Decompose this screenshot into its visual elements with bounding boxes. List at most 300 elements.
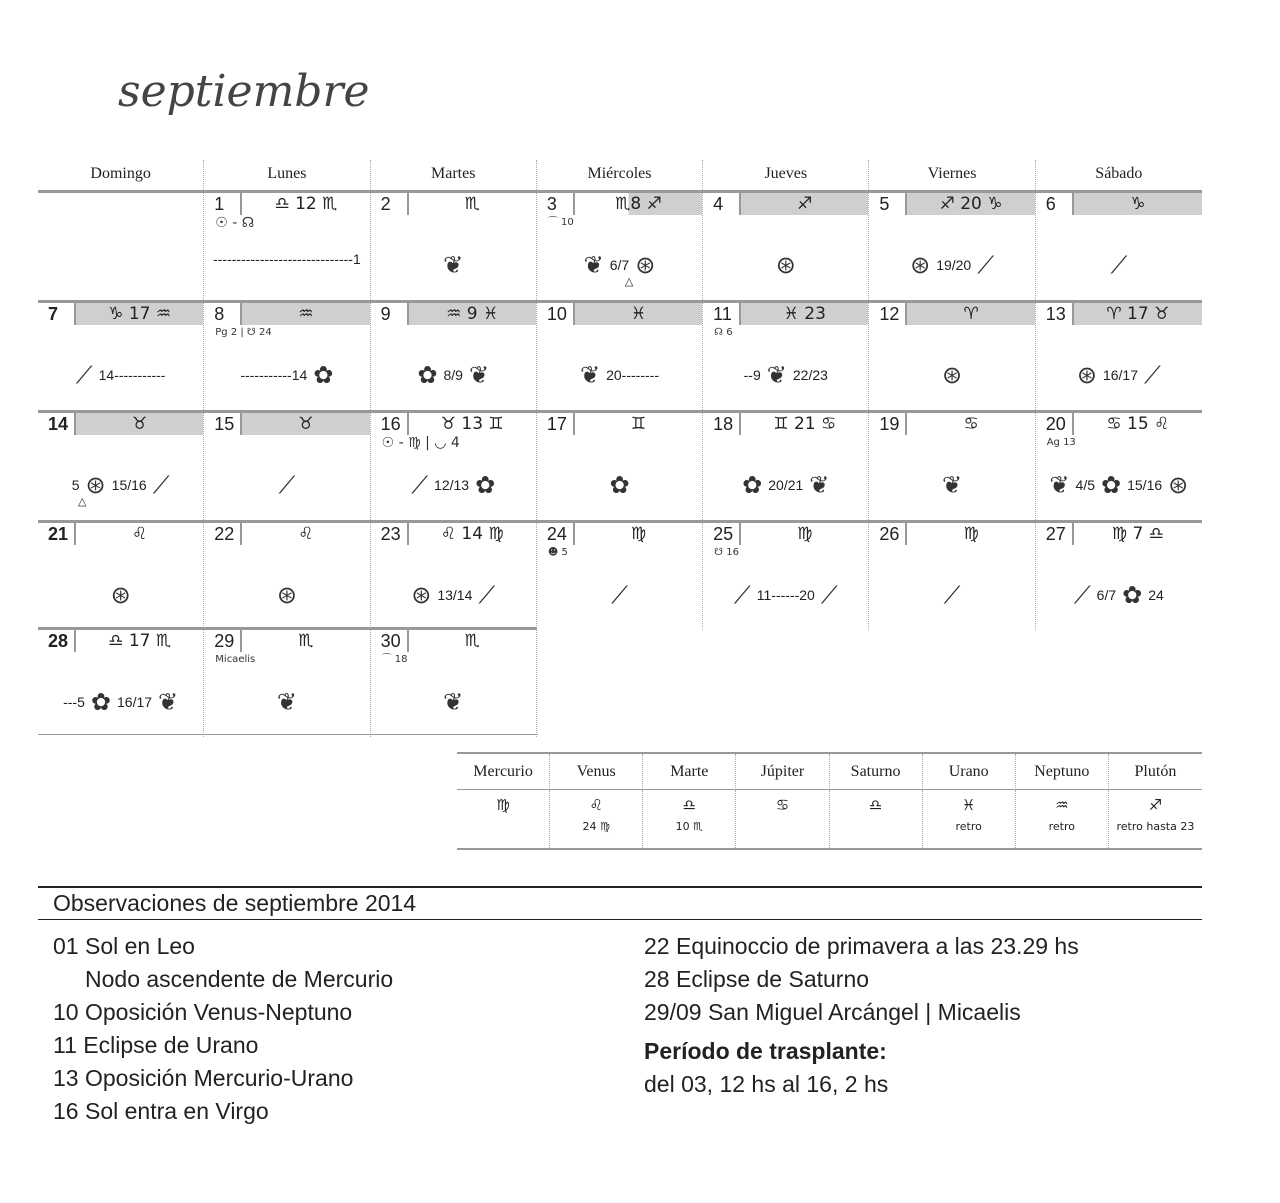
flower-icon: ✿ [90,688,111,716]
moon-zodiac-sign: ♎ 12 ♏ [274,194,338,214]
planet-sign [830,790,923,848]
planting-indicators [204,471,369,499]
indicator-text: 15/16 [111,477,147,493]
moon-zodiac-sign: ♏ [464,194,480,214]
moon-zodiac-sign: ♈ 17 ♉ [1074,303,1202,325]
root-icon: ⟋ [152,471,170,499]
day-header [204,630,369,652]
root-icon: ⟋ [1144,361,1161,389]
observation-item: Nodo ascendente de Mercurio [85,966,394,992]
planting-indicators [1036,581,1202,609]
moon-zodiac-sign: ♍ [630,524,647,544]
day-cell [869,413,1035,520]
day-note [38,652,203,668]
day-number: 26 [869,523,907,545]
planting-indicators [38,471,203,499]
moon-zodiac-sign: ♉ 13 ♊ [440,414,504,434]
fruit-icon: ⊛ [942,361,963,389]
day-number: 6 [1036,193,1074,215]
indicator-text: 4/5 [1075,477,1095,493]
root-icon: ⟋ [943,581,961,609]
planet-sign [550,790,643,848]
planet-zodiac: ♒ [1055,796,1069,814]
observation-item: 13 Oposición Mercurio-Urano [53,1065,354,1091]
day-header [204,523,369,545]
day-number: 21 [38,523,76,545]
day-note [38,325,203,341]
flower-icon: ✿ [313,361,334,389]
leaf-icon: ❦ [583,251,604,279]
planet-zodiac: ♓ [961,796,976,814]
planet-sign [736,790,829,848]
planting-indicators [38,688,203,716]
weekday-monday: Lunes [204,160,370,190]
day-cell [38,627,204,737]
fruit-icon: ⊛ [85,471,106,499]
day-header [703,303,868,325]
indicator-text: 11------20 [756,587,815,603]
observation-item: 11 Eclipse de Urano [53,1032,259,1058]
day-cell [38,523,204,630]
day-note [204,435,369,451]
day-cell [1036,193,1202,300]
day-cell [703,413,869,520]
moon-zodiac-sign: ♏ [298,631,314,651]
day-note: ☻ 5 [547,547,568,558]
fruit-icon: ⊛ [411,581,432,609]
day-number: 5 [869,193,907,215]
indicator-text: 20/21 [768,477,804,493]
root-icon: ⟋ [1073,581,1091,609]
weekday-wednesday: Miércoles [537,160,703,190]
indicator-text: --9 [743,367,761,383]
day-number: 15 [204,413,242,435]
fruit-icon: ⊛ [635,251,656,279]
moon-zodiac-sign: ♏8 ♐ [575,193,702,215]
planting-indicators [371,251,536,279]
day-note [371,545,536,561]
planting-indicators [1036,251,1202,279]
planting-indicators [204,361,369,389]
day-note [869,545,1034,561]
day-note: Ag 13 [1046,437,1076,448]
moon-zodiac-sign: ♈ [907,303,1034,325]
planting-indicators [1036,471,1202,499]
day-cell [371,523,537,630]
day-number: 3 [537,193,575,215]
planting-indicators [537,471,702,499]
planet-name: Marte [643,754,736,790]
day-header [537,193,702,215]
day-number: 19 [869,413,907,435]
day-cell [38,303,204,410]
planting-indicators [371,361,536,389]
day-header [204,413,369,435]
day-note: ☉ - ☊ [215,215,255,231]
observation-item: 16 Sol entra en Virgo [53,1098,269,1124]
empty-cell [537,630,703,737]
day-cell [371,193,537,300]
root-icon: ⟋ [820,581,838,609]
indicator-text: ------------------------------1 [213,251,361,267]
day-note [869,215,1034,231]
weekday-header [38,160,1202,190]
flower-icon: ✿ [742,471,763,499]
moon-zodiac-sign: ♏ [464,631,480,651]
planting-indicators [371,471,536,499]
observation-item: 01 Sol en Leo [53,933,195,959]
day-header [703,193,868,215]
fruit-icon: ⊛ [110,581,131,609]
moon-zodiac-sign: ♍ [963,524,979,544]
planet-change: 24 ♍ [582,820,610,833]
day-number: 30 [371,630,409,652]
day-note: ☊ 6 [714,327,733,338]
root-icon: ⟋ [75,361,93,389]
root-icon: ⟋ [1110,251,1128,279]
day-number: 16 [371,413,409,435]
planet-sign [643,790,736,848]
planet-zodiac: ♌ [589,796,603,814]
day-note [38,545,203,561]
day-number: 12 [869,303,907,325]
planet-sign [457,790,550,848]
planting-indicators [204,251,369,267]
calendar-week [38,190,1202,300]
day-note: Micaelis [215,654,256,665]
day-header [371,303,536,325]
day-header [703,413,868,435]
day-cell [703,193,869,300]
planting-indicators [537,361,702,389]
day-cell [703,523,869,630]
indicator-text: 5 [71,477,80,493]
planting-indicators [703,361,868,389]
indicator-text: 12/13 [434,477,470,493]
moon-zodiac-sign: ♑ 17 ♒ [76,303,203,325]
day-cell [204,627,370,737]
triangle-icon: △ [624,276,634,288]
day-header [204,303,369,325]
root-icon: ⟋ [611,581,628,609]
planet-zodiac: ♎ [868,796,883,814]
flower-icon: ✿ [1101,471,1122,499]
day-header [869,303,1034,325]
planting-indicators [869,361,1034,389]
planting-indicators [204,581,369,609]
day-header [371,413,536,435]
planet-change: 10 ♏ [675,820,703,833]
day-number: 13 [1036,303,1074,325]
day-header [204,193,369,215]
day-note [371,325,536,341]
planting-indicators [1036,361,1202,389]
day-number: 25 [703,523,741,545]
indicator-text: 22/23 [792,367,828,383]
day-cell [869,303,1035,410]
day-note: ☉ - ♍ | ◡ 4 [381,435,460,451]
planet-zodiac: ♐ [1148,796,1163,814]
planting-indicators [703,471,868,499]
day-number: 28 [38,630,76,652]
indicator-text: 20-------- [606,367,659,383]
day-note [1036,325,1202,341]
day-cell [38,413,204,520]
day-note [1036,545,1202,561]
root-icon: ⟋ [478,581,496,609]
moon-zodiac-sign: ♐ [741,193,868,215]
day-cell [204,303,370,410]
day-number: 29 [204,630,242,652]
planting-indicators [703,581,868,609]
divider [38,734,538,735]
day-note [1036,215,1202,231]
fruit-icon: ⊛ [276,581,297,609]
day-cell [204,523,370,630]
planet-change: retro [1048,820,1075,833]
planet-name: Plutón [1109,754,1202,790]
day-note [869,435,1034,451]
day-cell [1036,413,1202,520]
day-number: 18 [703,413,741,435]
day-header [371,630,536,652]
planting-indicators [371,581,536,609]
indicator-text: 6/7 [609,257,630,273]
moon-zodiac-sign: ♋ 15 ♌ [1106,414,1170,434]
moon-zodiac-sign: ♒ [242,303,369,325]
day-cell [371,627,537,737]
planet-zodiac: ♎ [682,796,697,814]
leaf-icon: ❦ [468,361,490,389]
weekday-friday: Viernes [869,160,1035,190]
day-cell [204,413,370,520]
leaf-icon: ❦ [942,471,963,499]
day-cell [371,413,537,520]
day-number: 17 [537,413,575,435]
day-note [38,435,203,451]
day-number: 9 [371,303,409,325]
planet-name: Venus [550,754,643,790]
planting-indicators [38,581,203,609]
day-number: 27 [1036,523,1074,545]
moon-zodiac-sign: ♉ [242,413,369,435]
weekday-saturday: Sábado [1095,165,1143,182]
empty-cell [703,630,869,737]
moon-zodiac-sign: ♑ [1074,193,1202,215]
weekday-tuesday: Martes [371,160,537,190]
calendar-week [38,300,1202,410]
indicator-text: 19/20 [936,257,972,273]
planting-indicators [38,361,203,389]
day-header [869,523,1034,545]
day-cell [537,523,703,630]
observations-title: Observaciones de septiembre 2014 [38,886,1202,920]
day-cell [869,523,1035,630]
leaf-icon: ❦ [443,688,464,716]
day-number: 8 [204,303,242,325]
day-number: 20 [1036,413,1074,435]
leaf-icon: ❦ [766,361,787,389]
indicator-text: ---5 [63,694,85,710]
day-header [1036,193,1202,215]
day-number: 7 [38,303,76,325]
planet-sign [923,790,1016,848]
indicator-text: -----------14 [240,367,308,383]
day-cell [869,193,1035,300]
day-header [38,413,203,435]
empty-cell [38,193,204,300]
day-note [703,215,868,231]
observation-item: 22 Equinoccio de primavera a las 23.29 hs [644,933,1079,959]
weekday-thursday: Jueves [703,160,869,190]
planet-zodiac: ♍ [496,796,510,814]
planet-name: Júpiter [736,754,829,790]
fruit-icon: ⊛ [1076,361,1097,389]
day-header [1036,413,1202,435]
empty-cell [1036,630,1202,737]
transplant-title: Período de trasplante: [644,1038,887,1064]
day-number: 1 [204,193,242,215]
day-header [537,413,702,435]
calendar-grid [38,160,1202,737]
calendar-week [38,630,1202,737]
day-number: 2 [371,193,409,215]
transplant-period: del 03, 12 hs al 16, 2 hs [644,1071,889,1097]
day-note [869,325,1034,341]
day-header [537,523,702,545]
moon-zodiac-sign: ♓ 23 [741,303,868,325]
planting-indicators [371,688,536,716]
calendar-week [38,410,1202,520]
indicator-text: 8/9 [443,367,463,383]
moon-zodiac-sign: ♊ [630,414,647,434]
moon-zodiac-sign: ♎ 17 ♏ [108,631,172,651]
day-cell [537,303,703,410]
day-number: 4 [703,193,741,215]
planet-sign [1109,790,1202,848]
calendar-week [38,520,1202,630]
moon-zodiac-sign: ♒ 9 ♓ [409,303,536,325]
planet-name: Neptuno [1016,754,1109,790]
flower-icon: ✿ [475,471,496,499]
moon-zodiac-sign: ♓ [575,303,702,325]
day-number: 10 [537,303,575,325]
day-header [869,193,1034,215]
indicator-text: 14----------- [98,367,166,383]
planet-sign [1016,790,1109,848]
leaf-icon: ❦ [580,361,601,389]
planet-change: retro [955,820,982,833]
moon-zodiac-sign: ♍ 7 ♎ [1111,524,1164,544]
month-title: septiembre [118,66,370,117]
day-note [537,435,702,451]
leaf-icon: ❦ [158,688,179,716]
day-header [371,523,536,545]
day-cell [703,303,869,410]
day-header [703,523,868,545]
day-number: 11 [703,303,741,325]
leaf-icon: ❦ [443,251,464,279]
day-header [38,303,203,325]
leaf-icon: ❦ [809,471,830,499]
observations-section [38,886,1202,1124]
day-note: ☋ 16 [714,547,739,558]
planet-change: retro hasta 23 [1116,820,1195,833]
planet-name: Saturno [830,754,923,790]
day-number: 23 [371,523,409,545]
flower-icon: ✿ [417,361,438,389]
observation-item: 29/09 San Miguel Arcángel | Micaelis [644,999,1021,1025]
day-header [371,193,536,215]
observation-item: 28 Eclipse de Saturno [644,966,870,992]
planting-indicators [869,251,1034,279]
day-header [869,413,1034,435]
observation-item: 10 Oposición Venus-Neptuno [53,999,353,1025]
weekday-sunday: Domingo [38,160,204,190]
planting-indicators [537,251,702,279]
day-header [38,630,203,652]
moon-zodiac-sign: ♌ [132,524,148,544]
day-header [1036,303,1202,325]
day-note [204,545,369,561]
day-note: ⌒ 18 [381,654,408,665]
indicator-text: 24 [1148,587,1164,603]
day-number: 24 [537,523,575,545]
day-cell [371,303,537,410]
planting-indicators [537,581,702,609]
moon-zodiac-sign: ♐ 20 ♑ [907,193,1034,215]
day-header [38,523,203,545]
leaf-icon: ❦ [1049,471,1070,499]
day-cell [537,413,703,520]
day-cell [1036,523,1202,630]
fruit-icon: ⊛ [775,251,796,279]
planting-indicators [869,471,1034,499]
root-icon: ⟋ [278,471,296,499]
planet-name: Urano [923,754,1016,790]
fruit-icon: ⊛ [1168,471,1189,499]
day-header [1036,523,1202,545]
flower-icon: ✿ [1122,581,1143,609]
indicator-text: 15/16 [1127,477,1163,493]
leaf-icon: ❦ [276,688,297,716]
day-number: 14 [38,413,76,435]
day-cell [204,193,370,300]
planting-indicators [703,251,868,279]
planet-zodiac: ♋ [775,796,790,814]
day-number: 22 [204,523,242,545]
moon-zodiac-sign: ♊ 21 ♋ [773,414,837,434]
root-icon: ⟋ [733,581,751,609]
root-icon: ⟋ [411,471,429,499]
planet-name: Mercurio [457,754,550,790]
day-cell [1036,303,1202,410]
indicator-text: 6/7 [1096,587,1117,603]
empty-cell [869,630,1035,737]
day-header [537,303,702,325]
planting-indicators [204,688,369,716]
day-note [703,435,868,451]
moon-zodiac-sign: ♌ [298,524,314,544]
indicator-text: 13/14 [437,587,473,603]
day-note [371,215,536,231]
day-note: ⌒ 10 [547,217,574,228]
triangle-icon: △ [78,496,87,508]
flower-icon: ✿ [609,471,630,499]
indicator-text: 16/17 [1102,367,1139,383]
root-icon: ⟋ [977,251,995,279]
planet-positions-table [457,752,1202,850]
